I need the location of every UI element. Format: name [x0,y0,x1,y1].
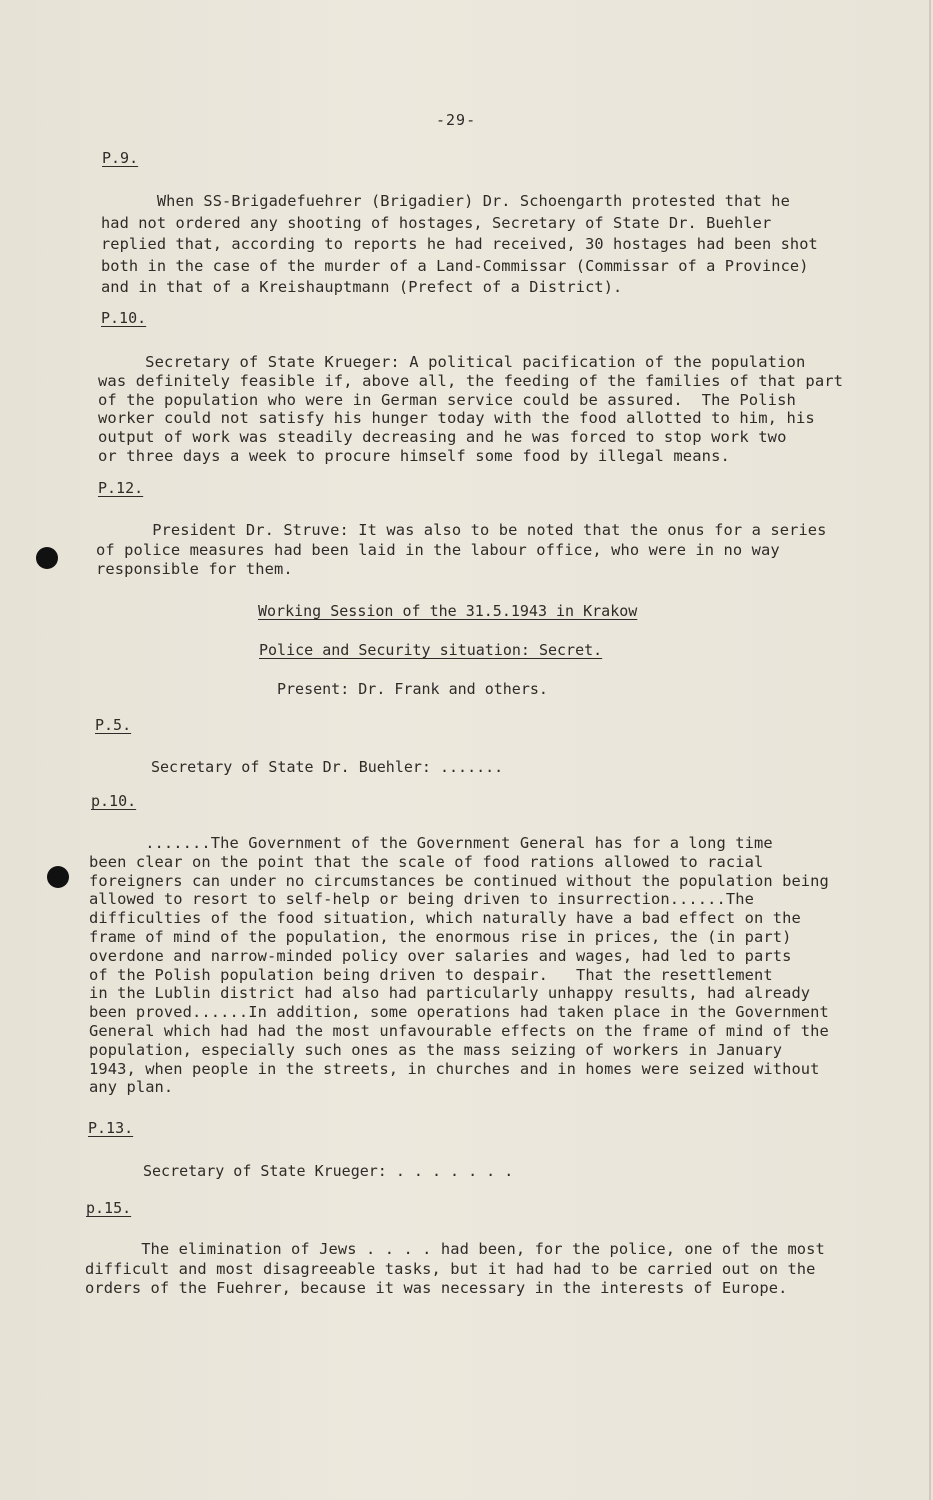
p5-line: Secretary of State Dr. Buehler: ....... [151,758,504,776]
p13-line: Secretary of State Krueger: . . . . . . . [143,1162,514,1180]
session-title: Working Session of the 31.5.1943 in Krakow [258,602,638,620]
paragraph-p15: The elimination of Jews . . . . had been, for the police, one of the most difficult and most disagreeable tasks, but it had had to be carried out on the orders of the Fuehrer, because it was necessary in the interests of Europe. [85,1240,825,1297]
page-number: -29- [436,111,477,129]
paragraph-p10b: .......The Government of the Government General has for a long time been clear on the point that the scale of food rations allowed to racial foreigners can under no circumstances be continued without the population being allowed to resort to self-help or being driven to insurrection......The difficulties of the food situation, which naturally have a bad effect on the frame of mind of the population, the enormous rise in prices, the (in part) overdone and narrow-minded policy over salaries and wages, had led to parts of the Polish population being driven to despair. That the resettlement in the Lublin district had also had particularly unhappy results, had already been proved......In addition, some operations had taken place in the Government General which had had the most unfavourable effects on the frame of mind of the population, especially such ones as the mass seizing of workers in January 1943, when people in the streets, in churches and in homes were seized without any plan. [89,834,829,1097]
punch-hole-lower [47,866,69,888]
section-label-p13: P.13. [88,1119,134,1137]
paper-edge [929,0,931,1500]
paragraph-p12: President Dr. Struve: It was also to be noted that the onus for a series of police measures had been laid in the labour office, who were in no way responsible for them. [96,521,827,578]
paragraph-p10: Secretary of State Krueger: A political pacification of the population was definitely feasible if, above all, the feeding of the families of that part of the population who were in German service could be assured. The Polish worker could not satisfy his hunger today with the food allotted to him, his output of work was steadily decreasing and he was forced to stop work two or three days a week to procure himself some food by illegal means. [98,353,844,465]
section-label-p9: P.9. [102,149,139,167]
session-subject: Police and Security situation: Secret. [259,641,603,659]
punch-hole-upper [36,547,58,569]
section-label-p12: P.12. [98,479,144,497]
section-label-p10b: p.10. [91,792,137,810]
paragraph-p9: When SS-Brigadefuehrer (Brigadier) Dr. Schoengarth protested that he had not ordered any shooting of hostages, Secretary of State Dr. Buehler replied that, according to reports he had received, 30 hostages had been shot both in the case of the murder of a Land-Commissar (Commissar of a Province) and in that of a Kreishauptmann (Prefect of a District). [101,192,818,296]
section-label-p5: P.5. [95,716,132,734]
section-label-p15: p.15. [86,1199,132,1217]
session-present: Present: Dr. Frank and others. [277,680,548,698]
section-label-p10: P.10. [101,309,147,327]
